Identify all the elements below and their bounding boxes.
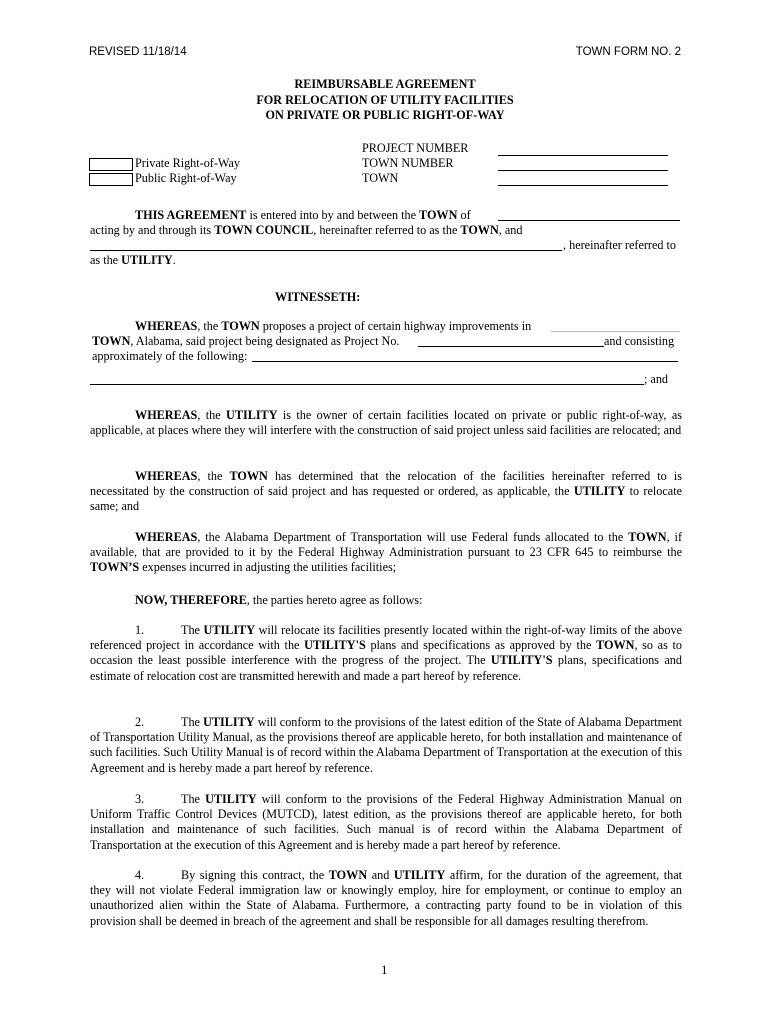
item-3-paragraph: 3. The UTILITY will conform to the provisions of the Federal Highway Administration Manual on Uniform Traffic Control Devices (MUTCD), latest edition, as the provisions thereof are applicable hereto, for both installation and maintenance of such facilities. Such manual is of record within the Alabama Department of Transportation at the execution of this Agreement and is hereby made a part hereof by reference. bbox=[90, 792, 682, 852]
project-number-label: PROJECT NUMBER bbox=[362, 141, 469, 155]
title-line-3: ON PRIVATE OR PUBLIC RIGHT-OF-WAY bbox=[265, 108, 505, 122]
page-number: 1 bbox=[381, 962, 388, 977]
private-row-checkbox[interactable] bbox=[89, 158, 133, 171]
whereas3-paragraph: WHEREAS, the TOWN has determined that the relocation of the facilities hereinafter referred to is necessitated by the construction of said project and has requested or ordered, as applicable, the UTILITY to relocate same; and bbox=[90, 469, 683, 514]
town-label: TOWN bbox=[362, 171, 399, 185]
public-row-label: Public Right-of-Way bbox=[135, 171, 237, 185]
project-description-field-1[interactable] bbox=[252, 361, 678, 362]
whereas1-line-1: WHEREAS, the TOWN proposes a project of certain highway improvements in bbox=[135, 319, 532, 333]
form-number: TOWN FORM NO. 2 bbox=[575, 46, 681, 58]
town-number-label: TOWN NUMBER bbox=[362, 156, 454, 170]
title-line-2: FOR RELOCATION OF UTILITY FACILITIES bbox=[256, 93, 514, 107]
project-number-field[interactable] bbox=[498, 155, 668, 156]
item-2-paragraph: 2. The UTILITY will conform to the provisions of the latest edition of the State of Alabama Department of Transportation Utility Manual, as the provisions thereof are applicable hereto, for both installation and maintenance of such facilities. Such Utility Manual is of record within the Alabama Department of Transportation at the execution of this Agreement and is hereby made a part hereof by reference. bbox=[90, 715, 683, 775]
intro-line-4: as the UTILITY. bbox=[90, 253, 176, 267]
item-4-paragraph: 4. By signing this contract, the TOWN and UTILITY affirm, for the duration of the agreement, that they will not violate Federal immigration law or knowingly employ, hire for employment, or continue to employ an unauthorized alien within the State of Alabama. Furthermore, a contracting party found to be in violation of this provision shall be deemed in breach of the agreement and shall be responsible for all damages resulting therefrom. bbox=[90, 868, 682, 928]
title-line-1: REIMBURSABLE AGREEMENT bbox=[294, 77, 476, 91]
improvements-location-field[interactable] bbox=[551, 331, 680, 332]
witnesseth-heading: WITNESSETH: bbox=[275, 290, 361, 304]
town-field[interactable] bbox=[498, 185, 668, 186]
item-2-number: 2. bbox=[135, 715, 145, 729]
public-row-checkbox[interactable] bbox=[89, 173, 133, 186]
item-1-paragraph: 1. The UTILITY will relocate its facilities presently located within the right-of-way limits of the above referenced project in accordance with the UTILITY'S plans and specifications as approved by the TOWN, so as to occasion the least possible interference with the progress of the project. The UTILITY'S plans, specifications and estimate of relocation cost are transmitted herewith and made a part hereof by reference. bbox=[90, 623, 682, 683]
whereas4-paragraph: WHEREAS, the Alabama Department of Transportation will use Federal funds allocated to the TOWN, if available, that are provided to it by the Federal Highway Administration pursuant to 23 CFR 645 to reimburse the TOWN’S expenses incurred in adjusting the utilities facilities; bbox=[90, 530, 682, 575]
item-3-number: 3. bbox=[135, 792, 145, 806]
intro-line-1: THIS AGREEMENT is entered into by and between the TOWN of bbox=[135, 208, 471, 222]
whereas1-line-2: TOWN, Alabama, said project being designated as Project No. bbox=[92, 334, 400, 348]
project-no-field[interactable] bbox=[418, 346, 604, 347]
item-4-number: 4. bbox=[135, 868, 145, 882]
utility-name-field[interactable] bbox=[90, 250, 562, 251]
now-therefore-line: NOW, THEREFORE, the parties hereto agree as follows: bbox=[135, 593, 423, 607]
intro-line-2: acting by and through its TOWN COUNCIL, hereinafter referred to as the TOWN, and bbox=[90, 223, 523, 237]
item-1-number: 1. bbox=[135, 623, 145, 637]
town-number-field[interactable] bbox=[498, 170, 668, 171]
semicolon-and-text: ; and bbox=[644, 372, 669, 386]
whereas1-line-3: approximately of the following: bbox=[92, 349, 248, 363]
intro-hereinafter-utility: , hereinafter referred to bbox=[563, 238, 676, 252]
project-description-field-2[interactable] bbox=[90, 384, 644, 385]
revised-date: REVISED 11/18/14 bbox=[89, 46, 187, 58]
private-row-label: Private Right-of-Way bbox=[135, 156, 240, 170]
and-consisting-text: and consisting bbox=[604, 334, 675, 348]
whereas2-paragraph: WHEREAS, the UTILITY is the owner of certain facilities located on private or public right-of-way, as applicable, at places where they will interfere with the construction of said project unless said facilities are relocated; and bbox=[90, 408, 682, 438]
town-of-field[interactable] bbox=[498, 220, 680, 221]
